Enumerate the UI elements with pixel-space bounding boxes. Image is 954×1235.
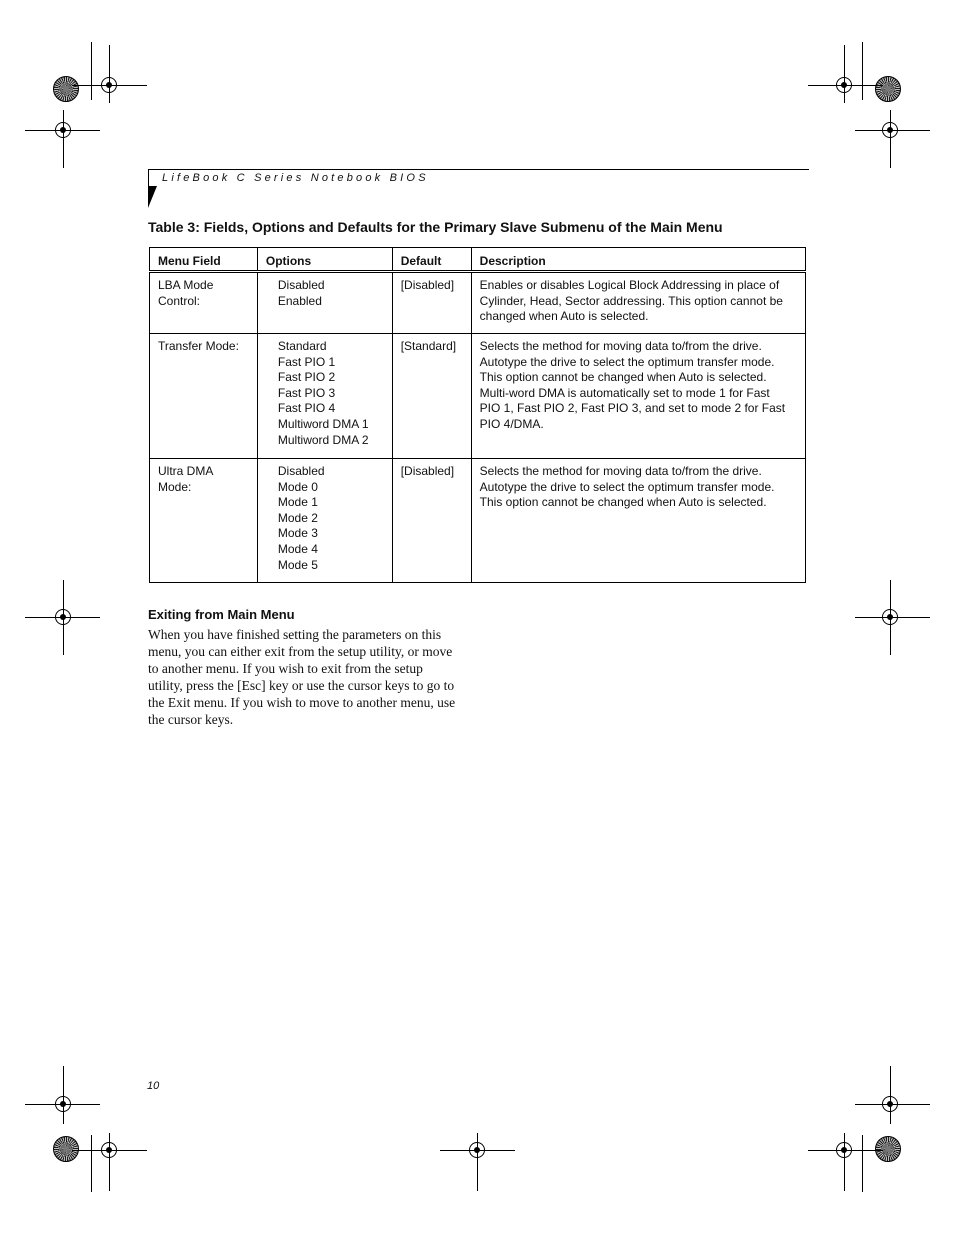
description-cell: Selects the method for moving data to/from the drive. Autotype the drive to select the optimum transfer mode. This option cannot be changed when Auto is selected. Multi-word DMA is automatically set to mode 1 for Fast PIO 1, Fast PIO 2, Fast PIO 3, and set to mode 2 for Fast PIO 4/DMA. bbox=[471, 334, 805, 459]
default-cell: [Disabled] bbox=[392, 459, 471, 583]
color-wheel-mark bbox=[53, 76, 79, 102]
color-wheel-mark bbox=[875, 76, 901, 102]
registration-target-icon bbox=[55, 609, 71, 625]
table-row bbox=[150, 272, 806, 334]
registration-target-icon bbox=[101, 1142, 117, 1158]
crop-line bbox=[63, 110, 64, 168]
registration-target-icon bbox=[882, 1096, 898, 1112]
crop-line bbox=[63, 1066, 64, 1124]
crop-line bbox=[91, 1135, 92, 1192]
column-header: Default bbox=[392, 248, 471, 272]
crop-line bbox=[862, 1135, 863, 1192]
color-wheel-mark bbox=[53, 1136, 79, 1162]
crop-line bbox=[862, 42, 863, 100]
page-number: 10 bbox=[147, 1080, 160, 1092]
registration-target-icon bbox=[55, 122, 71, 138]
color-wheel-mark bbox=[875, 1136, 901, 1162]
options-cell: Disabled Enabled bbox=[257, 272, 392, 334]
column-header: Description bbox=[471, 248, 805, 272]
default-cell: [Standard] bbox=[392, 334, 471, 459]
registration-target-icon bbox=[469, 1142, 485, 1158]
menu-field-cell: Ultra DMA Mode: bbox=[150, 459, 258, 583]
crop-line bbox=[890, 110, 891, 168]
column-header: Options bbox=[257, 248, 392, 272]
header-wedge bbox=[148, 186, 157, 208]
header-rule bbox=[148, 169, 809, 170]
table-row bbox=[150, 334, 806, 459]
crop-line bbox=[890, 1066, 891, 1124]
section-body: When you have finished setting the parameters on this menu, you can either exit from the setup utility, or move to another menu. If you wish to exit from the setup utility, press the [Esc] key or use the cursor keys to go to the Exit menu. If you wish to move to another menu, use the cursor keys. bbox=[148, 627, 456, 727]
registration-target-icon bbox=[101, 77, 117, 93]
menu-field-cell: LBA Mode Control: bbox=[150, 272, 258, 334]
table-title: Table 3: Fields, Options and Defaults for the Primary Slave Submenu of the Main Menu bbox=[148, 219, 723, 235]
registration-target-icon bbox=[836, 1142, 852, 1158]
description-cell: Enables or disables Logical Block Addressing in place of Cylinder, Head, Sector addressing. This option cannot be changed when Auto is selected. bbox=[471, 272, 805, 334]
section-heading: Exiting from Main Menu bbox=[148, 607, 295, 622]
table-row bbox=[150, 459, 806, 583]
running-head: LifeBook C Series Notebook BIOS bbox=[162, 172, 429, 184]
description-cell: Selects the method for moving data to/from the drive. Autotype the drive to select the optimum transfer mode. This option cannot be changed when Auto is selected. bbox=[471, 459, 805, 583]
menu-field-cell: Transfer Mode: bbox=[150, 334, 258, 459]
default-cell: [Disabled] bbox=[392, 272, 471, 334]
options-cell: Standard Fast PIO 1 Fast PIO 2 Fast PIO 3 Fast PIO 4 Multiword DMA 1 Multiword DMA 2 bbox=[257, 334, 392, 459]
registration-target-icon bbox=[882, 122, 898, 138]
registration-target-icon bbox=[836, 77, 852, 93]
registration-target-icon bbox=[55, 1096, 71, 1112]
column-header: Menu Field bbox=[150, 248, 258, 272]
crop-line bbox=[844, 45, 845, 103]
options-cell: Disabled Mode 0 Mode 1 Mode 2 Mode 3 Mode 4 Mode 5 bbox=[257, 459, 392, 583]
table-header-row bbox=[150, 248, 806, 272]
registration-target-icon bbox=[882, 609, 898, 625]
crop-line bbox=[91, 42, 92, 100]
crop-line bbox=[109, 45, 110, 103]
bios-options-table bbox=[149, 247, 806, 583]
